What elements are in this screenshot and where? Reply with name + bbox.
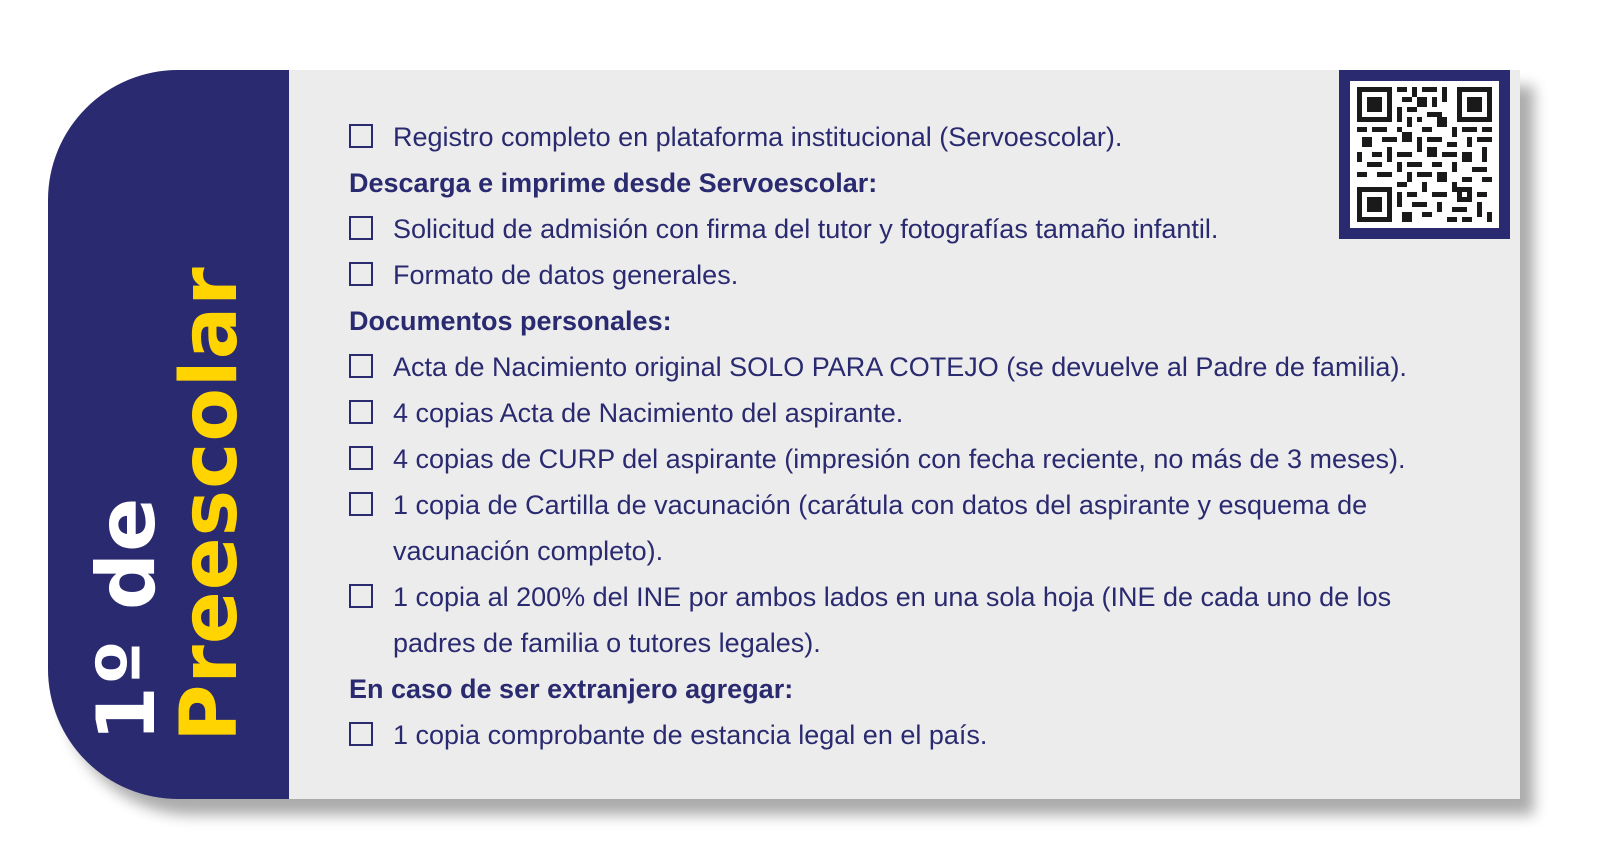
- checklist-item: [349, 344, 1469, 390]
- checklist-item: [349, 114, 1469, 160]
- checklist-item-text: Solicitud de admisión con firma del tutor y fotografías tamaño infantil.: [393, 214, 1219, 244]
- checklist-item-text: Formato de datos generales.: [393, 260, 739, 290]
- section-heading: Documentos personales:: [349, 306, 672, 336]
- checklist-item: [349, 482, 1469, 574]
- checkbox[interactable]: [349, 722, 373, 746]
- checkbox[interactable]: [349, 354, 373, 378]
- checklist-item: [349, 712, 1469, 758]
- checklist-panel: [289, 70, 1520, 799]
- checkbox[interactable]: [349, 400, 373, 424]
- sidebar-band: [48, 70, 289, 799]
- checklist-item: [349, 436, 1469, 482]
- checkbox[interactable]: [349, 446, 373, 470]
- checklist-item-text: Registro completo en plataforma institucional (Servoescolar).: [393, 122, 1123, 152]
- checkbox[interactable]: [349, 124, 373, 148]
- grade-title-line1: 1º de: [80, 496, 173, 742]
- checkbox[interactable]: [349, 584, 373, 608]
- checklist-item-text: 1 copia comprobante de estancia legal en el país.: [393, 720, 988, 750]
- grade-title: [80, 266, 255, 742]
- qr-code[interactable]: [1339, 70, 1510, 239]
- checklist-item: [349, 252, 1469, 298]
- qr-code-inner: [1350, 81, 1499, 228]
- checkbox[interactable]: [349, 262, 373, 286]
- checklist-item-text: Acta de Nacimiento original SOLO PARA COTEJO (se devuelve al Padre de familia).: [393, 352, 1407, 382]
- grade-title-line2: Preescolar: [165, 266, 255, 742]
- checklist-item-text: 4 copias de CURP del aspirante (impresión con fecha reciente, no más de 3 meses).: [393, 444, 1406, 474]
- section-heading: En caso de ser extranjero agregar:: [349, 674, 794, 704]
- requirements-card: [48, 70, 1520, 799]
- qr-code-icon: [1357, 87, 1492, 222]
- checklist-item: [349, 574, 1469, 666]
- checklist-item: [349, 390, 1469, 436]
- checkbox[interactable]: [349, 492, 373, 516]
- checklist-item-text: 1 copia al 200% del INE por ambos lados en una sola hoja (INE de cada uno de los padres de familia o tutores legales).: [393, 582, 1392, 658]
- section-heading: Descarga e imprime desde Servoescolar:: [349, 168, 878, 198]
- checklist-item-text: 4 copias Acta de Nacimiento del aspirante.: [393, 398, 904, 428]
- checklist: [349, 114, 1469, 758]
- checkbox[interactable]: [349, 216, 373, 240]
- checklist-item-text: 1 copia de Cartilla de vacunación (carátula con datos del aspirante y esquema de vacunación completo).: [393, 490, 1368, 566]
- checklist-item: [349, 206, 1469, 252]
